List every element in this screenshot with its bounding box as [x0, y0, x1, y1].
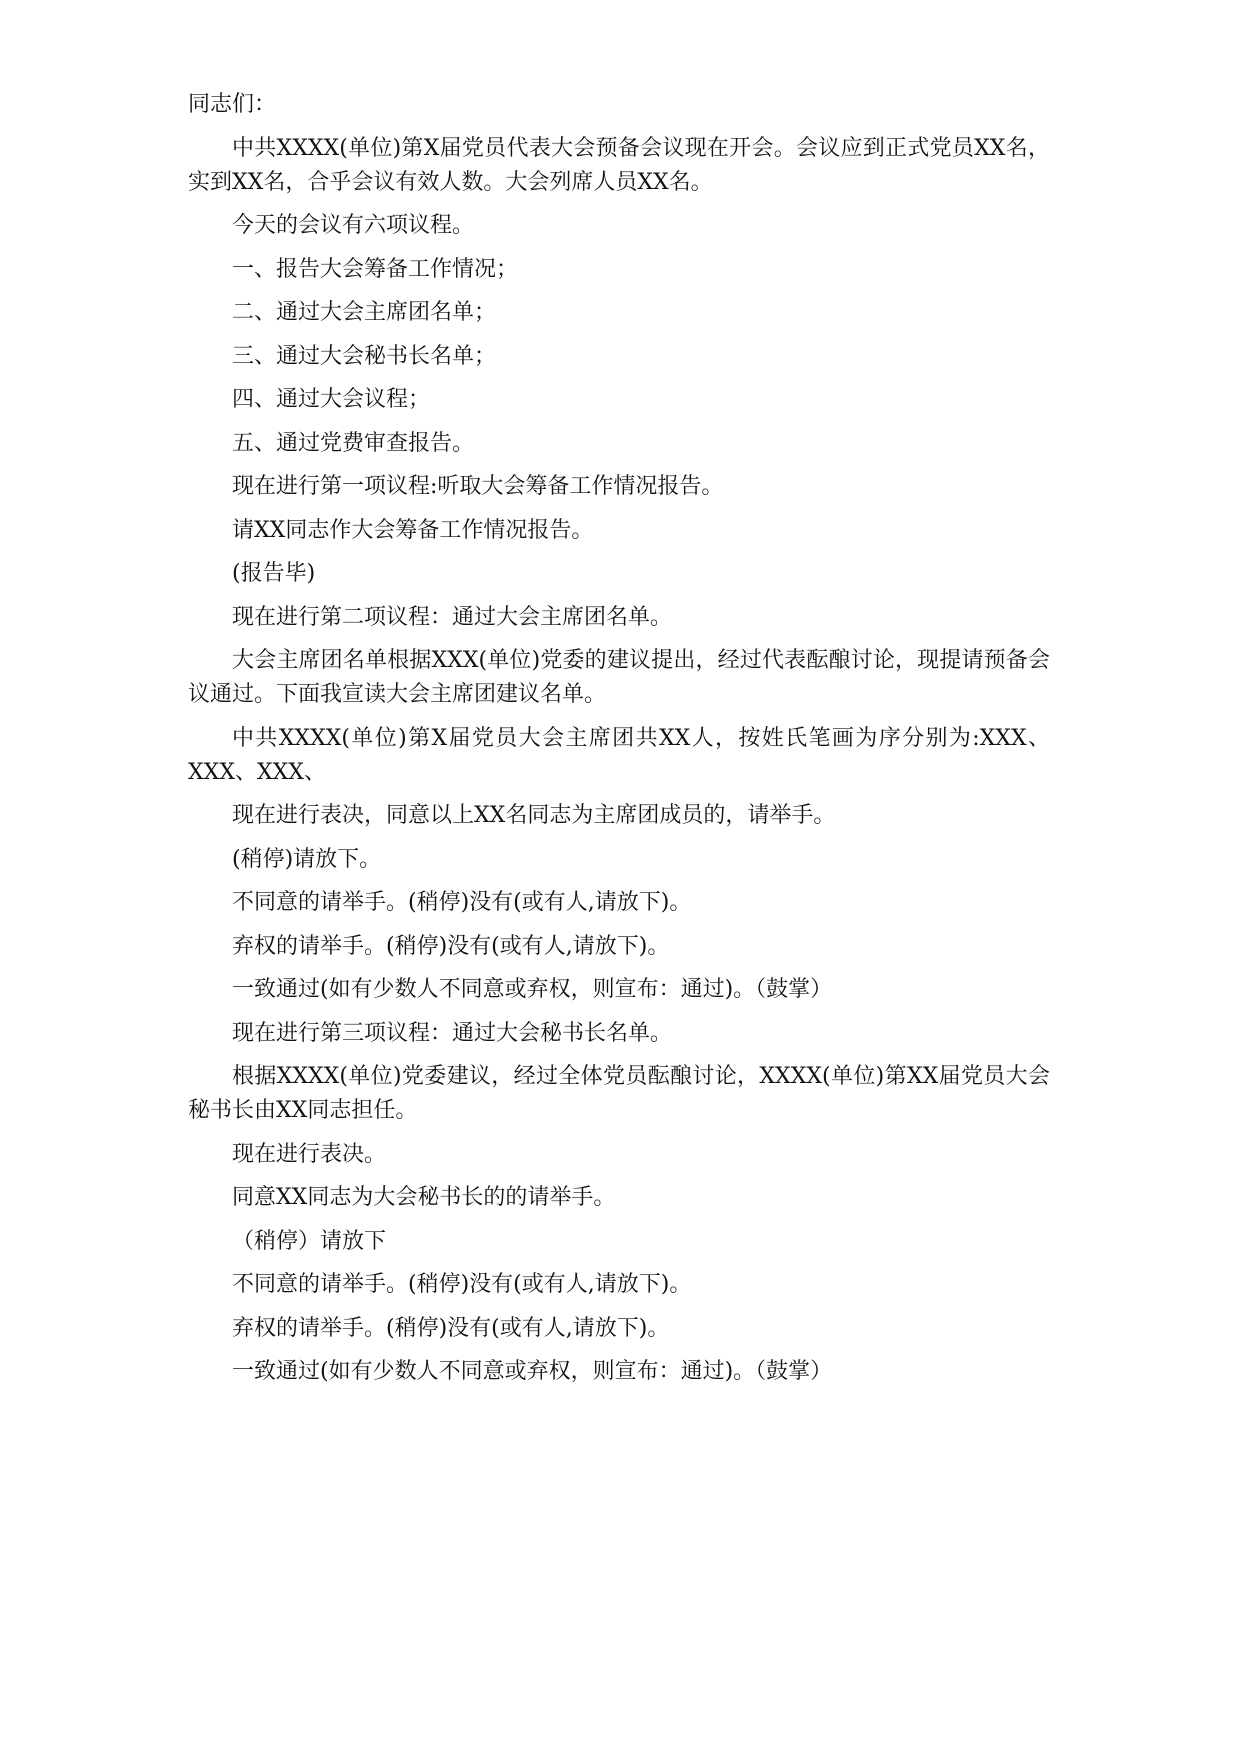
paragraph: 弃权的请举手。(稍停)没有(或有人,请放下)。	[232, 1315, 670, 1341]
paragraph: 现在进行表决，同意以上XX名同志为主席团成员的，请举手。	[232, 803, 836, 828]
paragraph: 一致通过(如有少数人不同意或弃权，则宣布：通过)。（鼓掌）	[232, 977, 833, 1002]
paragraph: 一、报告大会筹备工作情况；	[232, 256, 519, 282]
paragraph: 不同意的请举手。(稍停)没有(或有人,请放下)。	[232, 1272, 692, 1297]
paragraph: 请XX同志作大会筹备工作情况报告。	[232, 517, 594, 543]
salutation: 同志们：	[188, 92, 277, 117]
paragraph: 不同意的请举手。(稍停)没有(或有人,请放下)。	[232, 890, 692, 915]
document-page	[188, 88, 1050, 1399]
paragraph: 中共XXXX(单位)第X届党员大会主席团共XX人，按姓氏笔画为序分别为:XXX、XXX、XXX、	[188, 725, 1050, 785]
paragraph: 三、通过大会秘书长名单；	[232, 343, 497, 369]
paragraph: 现在进行第一项议程:听取大会筹备工作情况报告。	[232, 474, 724, 499]
paragraph: 根据XXXX(单位)党委建议，经过全体党员酝酿讨论，XXXX(单位)第XX届党员大会秘书长由XX同志担任。	[188, 1064, 1050, 1123]
paragraph: 弃权的请举手。(稍停)没有(或有人,请放下)。	[232, 933, 670, 959]
paragraph: 同意XX同志为大会秘书长的的请举手。	[232, 1185, 616, 1210]
paragraph: (报告毕)	[232, 561, 316, 586]
paragraph: 五、通过党费审查报告。	[232, 430, 475, 456]
paragraph: 一致通过(如有少数人不同意或弃权，则宣布：通过)。（鼓掌）	[232, 1359, 833, 1384]
paragraph: 现在进行表决。	[232, 1141, 387, 1167]
paragraph: 今天的会议有六项议程。	[232, 213, 475, 238]
paragraph: 二、通过大会主席团名单；	[232, 300, 497, 325]
paragraph: 四、通过大会议程；	[232, 387, 431, 412]
paragraph: 中共XXXX(单位)第X届党员代表大会预备会议现在开会。会议应到正式党员XX名，实到XX名，合乎会议有效人数。大会列席人员XX名。	[188, 135, 1050, 195]
paragraph: 现在进行第三项议程：通过大会秘书长名单。	[232, 1020, 673, 1046]
document-body	[188, 132, 1050, 1390]
paragraph: (稍停)请放下。	[232, 846, 382, 872]
paragraph: （稍停）请放下	[232, 1228, 387, 1254]
paragraph: 大会主席团名单根据XXX(单位)党委的建议提出，经过代表酝酿讨论，现提请预备会议通过。下面我宣读大会主席团建议名单。	[188, 648, 1050, 707]
paragraph: 现在进行第二项议程：通过大会主席团名单。	[232, 604, 673, 630]
